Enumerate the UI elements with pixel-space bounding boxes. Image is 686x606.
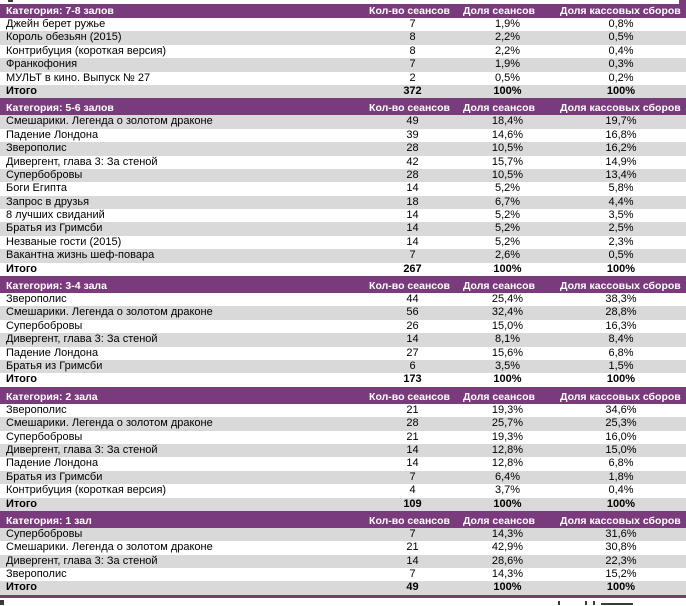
boxoffice-share-cell: 16,2%: [605, 142, 637, 155]
col-header-share-boxoffice: Доля кассовых сборов: [560, 390, 681, 403]
total-label-cell: Итого: [6, 581, 38, 594]
total-label-cell: Итого: [6, 373, 38, 386]
sessions-count-cell: 28: [406, 168, 419, 181]
boxoffice-share-cell: 19,7%: [605, 115, 637, 128]
cropped-text-fragment: [558, 601, 560, 605]
film-row: [0, 72, 686, 85]
film-title-cell: Дивергент, глава 3: За стеной: [6, 155, 158, 168]
boxoffice-share-cell: 16,0%: [605, 430, 637, 443]
section-header: [0, 279, 686, 293]
cropped-text-fragment: [0, 600, 4, 605]
film-row: [0, 528, 686, 541]
film-row: [0, 457, 686, 470]
sessions-share-cell: 6,7%: [494, 195, 521, 208]
category-label: Категория: 7-8 залов: [6, 5, 114, 17]
film-row: [0, 222, 686, 235]
sessions-share-cell: 10,5%: [491, 168, 524, 181]
boxoffice-share-cell: 100%: [606, 497, 636, 510]
film-title-cell: Дивергент, глава 3: За стеной: [6, 554, 158, 567]
film-title-cell: Братья из Гримсби: [6, 470, 103, 483]
total-label-cell: Итого: [6, 497, 38, 510]
sessions-share-cell: 5,2%: [494, 209, 521, 222]
film-title-cell: 8 лучших свиданий: [6, 209, 105, 222]
boxoffice-share-cell: 100%: [606, 373, 636, 386]
boxoffice-share-cell: 2,3%: [608, 235, 634, 248]
boxoffice-share-cell: 16,3%: [605, 319, 637, 332]
sessions-share-cell: 5,2%: [494, 182, 521, 195]
sessions-count-cell: 56: [406, 306, 419, 319]
sessions-count-cell: 109: [403, 497, 422, 510]
total-row: [0, 85, 686, 98]
film-row: [0, 129, 686, 142]
sessions-count-cell: 42: [406, 155, 419, 168]
sessions-count-cell: 28: [406, 417, 419, 430]
col-header-share-sessions: Доля сеансов: [462, 390, 535, 403]
sessions-share-cell: 2,2%: [494, 31, 521, 44]
film-title-cell: Падение Лондона: [6, 346, 99, 359]
film-row: [0, 115, 686, 128]
sessions-share-cell: 1,9%: [494, 58, 521, 71]
boxoffice-share-cell: 3,5%: [608, 209, 634, 222]
sessions-share-cell: 12,8%: [491, 443, 524, 456]
film-row: [0, 306, 686, 319]
section-divider: [0, 595, 686, 598]
film-row: [0, 555, 686, 568]
film-title-cell: Смешарики. Легенда о золотом драконе: [6, 115, 213, 128]
sessions-count-cell: 21: [406, 541, 419, 554]
film-title-cell: Падение Лондона: [6, 128, 99, 141]
boxoffice-share-cell: 0,4%: [608, 484, 634, 497]
total-row: [0, 373, 686, 386]
sessions-count-cell: 49: [406, 581, 419, 594]
film-row: [0, 209, 686, 222]
boxoffice-share-cell: 6,8%: [608, 457, 634, 470]
col-header-share-boxoffice: Доля кассовых сборов: [560, 280, 681, 293]
sessions-count-cell: 28: [406, 142, 419, 155]
sessions-share-cell: 10,5%: [491, 142, 524, 155]
col-header-share-sessions: Доля сеансов: [462, 280, 535, 293]
cropped-fragment-top-left: [8, 0, 13, 2]
film-row: [0, 347, 686, 360]
category-label: Категория: 3-4 зала: [6, 280, 107, 293]
film-row: [0, 568, 686, 581]
section-header: [0, 514, 686, 528]
sessions-count-cell: 18: [406, 195, 419, 208]
sessions-count-cell: 26: [406, 319, 419, 332]
film-title-cell: Супербобровы: [6, 527, 83, 540]
film-title-cell: Зверополис: [6, 403, 67, 416]
boxoffice-share-cell: 30,8%: [605, 541, 637, 554]
boxoffice-share-cell: 100%: [606, 581, 636, 594]
film-row: [0, 31, 686, 44]
col-header-share-sessions: Доля сеансов: [462, 102, 535, 115]
boxoffice-share-cell: 0,5%: [608, 31, 634, 44]
film-row: [0, 169, 686, 182]
film-title-cell: Смешарики. Легенда о золотом драконе: [6, 541, 213, 554]
boxoffice-share-cell: 1,5%: [608, 359, 634, 372]
boxoffice-share-cell: 100%: [606, 84, 636, 97]
cropped-text-fragment: [593, 601, 595, 605]
cropped-text-fragment: [585, 601, 587, 605]
category-label: Категория: 1 зал: [6, 514, 92, 527]
boxoffice-share-cell: 13,4%: [605, 168, 637, 181]
sessions-share-cell: 100%: [493, 581, 522, 594]
sessions-count-cell: 14: [406, 443, 419, 456]
film-title-cell: Контрибуция (короткая версия): [6, 44, 167, 57]
film-title-cell: Контрибуция (короткая версия): [6, 484, 167, 497]
sessions-share-cell: 100%: [493, 84, 522, 97]
col-header-share-boxoffice: Доля кассовых сборов: [560, 5, 681, 17]
film-title-cell: Вакантна жизнь шеф-повара: [6, 249, 155, 262]
cropped-text-fragment: [601, 603, 633, 605]
sessions-share-cell: 32,4%: [491, 306, 524, 319]
sessions-count-cell: 21: [406, 403, 419, 416]
sessions-count-cell: 267: [403, 262, 422, 275]
film-title-cell: МУЛЬТ в кино. Выпуск № 27: [6, 71, 151, 84]
film-title-cell: Братья из Гримсби: [6, 222, 103, 235]
total-row: [0, 581, 686, 594]
col-header-share-sessions: Доля сеансов: [462, 514, 535, 527]
boxoffice-share-cell: 22,3%: [605, 554, 637, 567]
report-table: [0, 4, 686, 598]
col-header-sessions: Кол-во сеансов: [369, 5, 450, 17]
sessions-count-cell: 14: [406, 209, 419, 222]
film-row: [0, 293, 686, 306]
film-title-cell: Франкофония: [6, 58, 78, 71]
sessions-share-cell: 100%: [493, 497, 522, 510]
film-row: [0, 404, 686, 417]
sessions-count-cell: 173: [403, 373, 422, 386]
sessions-count-cell: 44: [406, 293, 419, 306]
film-row: [0, 320, 686, 333]
sessions-count-cell: 4: [409, 484, 416, 497]
film-row: [0, 431, 686, 444]
section-header: [0, 101, 686, 115]
boxoffice-share-cell: 0,4%: [608, 44, 634, 57]
film-title-cell: Супербобровы: [6, 168, 83, 181]
category-label: Категория: 5-6 залов: [6, 102, 114, 115]
sessions-share-cell: 15,0%: [491, 319, 524, 332]
boxoffice-share-cell: 0,2%: [608, 71, 634, 84]
film-row: [0, 249, 686, 262]
col-header-sessions: Кол-во сеансов: [369, 280, 450, 293]
sessions-count-cell: 8: [409, 44, 416, 57]
sessions-share-cell: 25,7%: [491, 417, 524, 430]
sessions-share-cell: 14,3%: [491, 568, 524, 581]
sessions-share-cell: 14,6%: [491, 128, 524, 141]
sessions-share-cell: 3,5%: [494, 359, 521, 372]
col-header-sessions: Кол-во сеансов: [369, 514, 450, 527]
film-title-cell: Зверополис: [6, 142, 67, 155]
film-title-cell: Запрос в друзья: [6, 195, 90, 208]
sessions-share-cell: 15,7%: [491, 155, 524, 168]
col-header-sessions: Кол-во сеансов: [369, 102, 450, 115]
sessions-share-cell: 1,9%: [494, 18, 521, 30]
sessions-share-cell: 100%: [493, 262, 522, 275]
sessions-count-cell: 8: [409, 31, 416, 44]
col-header-share-boxoffice: Доля кассовых сборов: [560, 514, 681, 527]
sessions-count-cell: 7: [409, 18, 416, 30]
boxoffice-share-cell: 25,3%: [605, 417, 637, 430]
film-title-cell: Зверополис: [6, 568, 67, 581]
total-label-cell: Итого: [6, 84, 38, 97]
sessions-count-cell: 14: [406, 182, 419, 195]
film-title-cell: Смешарики. Легенда о золотом драконе: [6, 306, 213, 319]
film-title-cell: Падение Лондона: [6, 457, 99, 470]
sessions-share-cell: 19,3%: [491, 403, 524, 416]
boxoffice-share-cell: 0,5%: [608, 249, 634, 262]
sessions-count-cell: 21: [406, 430, 419, 443]
film-row: [0, 182, 686, 195]
film-row: [0, 196, 686, 209]
film-title-cell: Братья из Гримсби: [6, 359, 103, 372]
boxoffice-share-cell: 2,5%: [608, 222, 634, 235]
film-title-cell: Супербобровы: [6, 319, 83, 332]
col-header-share-boxoffice: Доля кассовых сборов: [560, 102, 681, 115]
film-title-cell: Супербобровы: [6, 430, 83, 443]
sessions-share-cell: 18,4%: [491, 115, 524, 128]
sessions-count-cell: 14: [406, 333, 419, 346]
sessions-count-cell: 14: [406, 457, 419, 470]
sessions-share-cell: 19,3%: [491, 430, 524, 443]
sessions-count-cell: 6: [409, 359, 416, 372]
sessions-share-cell: 3,7%: [494, 484, 521, 497]
boxoffice-share-cell: 8,4%: [608, 333, 634, 346]
sessions-share-cell: 2,2%: [494, 44, 521, 57]
film-title-cell: Боги Египта: [6, 182, 68, 195]
boxoffice-share-cell: 15,0%: [605, 443, 637, 456]
film-row: [0, 236, 686, 249]
film-row: [0, 18, 686, 31]
total-row: [0, 263, 686, 276]
sessions-count-cell: 14: [406, 554, 419, 567]
film-row: [0, 360, 686, 373]
boxoffice-share-cell: 34,6%: [605, 403, 637, 416]
boxoffice-share-cell: 1,8%: [608, 470, 634, 483]
boxoffice-share-cell: 16,8%: [605, 128, 637, 141]
film-row: [0, 471, 686, 484]
film-title-cell: Джейн берет ружье: [6, 18, 106, 30]
boxoffice-share-cell: 14,9%: [605, 155, 637, 168]
boxoffice-share-cell: 28,8%: [605, 306, 637, 319]
section-header: [0, 4, 686, 18]
sessions-share-cell: 42,9%: [491, 541, 524, 554]
film-row: [0, 58, 686, 71]
film-title-cell: Дивергент, глава 3: За стеной: [6, 443, 158, 456]
sessions-share-cell: 14,3%: [491, 527, 524, 540]
sessions-share-cell: 0,5%: [494, 71, 521, 84]
category-label: Категория: 2 зала: [6, 390, 98, 403]
sessions-count-cell: 7: [409, 249, 416, 262]
film-row: [0, 333, 686, 346]
boxoffice-share-cell: 0,3%: [608, 58, 634, 71]
sessions-share-cell: 8,1%: [494, 333, 521, 346]
film-title-cell: Зверополис: [6, 293, 67, 306]
sessions-count-cell: 27: [406, 346, 419, 359]
film-row: [0, 142, 686, 155]
sessions-share-cell: 5,2%: [494, 222, 521, 235]
sessions-share-cell: 15,6%: [491, 346, 524, 359]
film-title-cell: Дивергент, глава 3: За стеной: [6, 333, 158, 346]
sessions-share-cell: 25,4%: [491, 293, 524, 306]
sessions-share-cell: 12,8%: [491, 457, 524, 470]
film-title-cell: Незваные гости (2015): [6, 235, 122, 248]
sessions-count-cell: 7: [409, 527, 416, 540]
sessions-count-cell: 7: [409, 568, 416, 581]
film-title-cell: Смешарики. Легенда о золотом драконе: [6, 417, 213, 430]
total-label-cell: Итого: [6, 262, 38, 275]
boxoffice-share-cell: 6,8%: [608, 346, 634, 359]
col-header-share-sessions: Доля сеансов: [462, 5, 535, 17]
sessions-count-cell: 14: [406, 222, 419, 235]
film-title-cell: Король обезьян (2015): [6, 31, 122, 44]
boxoffice-share-cell: 4,4%: [608, 195, 634, 208]
total-row: [0, 498, 686, 511]
sessions-share-cell: 5,2%: [494, 235, 521, 248]
boxoffice-share-cell: 5,8%: [608, 182, 634, 195]
boxoffice-share-cell: 0,8%: [608, 18, 634, 30]
sessions-count-cell: 49: [406, 115, 419, 128]
sessions-share-cell: 100%: [493, 373, 522, 386]
sessions-count-cell: 39: [406, 128, 419, 141]
sessions-count-cell: 7: [409, 58, 416, 71]
film-row: [0, 541, 686, 554]
film-row: [0, 156, 686, 169]
boxoffice-share-cell: 15,2%: [605, 568, 637, 581]
film-row: [0, 484, 686, 497]
section-header: [0, 390, 686, 404]
sessions-count-cell: 2: [409, 71, 416, 84]
boxoffice-share-cell: 31,6%: [605, 527, 637, 540]
sessions-count-cell: 14: [406, 235, 419, 248]
sessions-share-cell: 28,6%: [491, 554, 524, 567]
sessions-count-cell: 372: [403, 84, 422, 97]
sessions-count-cell: 7: [409, 470, 416, 483]
sessions-share-cell: 2,6%: [494, 249, 521, 262]
film-row: [0, 45, 686, 58]
boxoffice-share-cell: 38,3%: [605, 293, 637, 306]
col-header-sessions: Кол-во сеансов: [369, 390, 450, 403]
film-row: [0, 444, 686, 457]
film-row: [0, 417, 686, 430]
sessions-share-cell: 6,4%: [494, 470, 521, 483]
boxoffice-share-cell: 100%: [606, 262, 636, 275]
